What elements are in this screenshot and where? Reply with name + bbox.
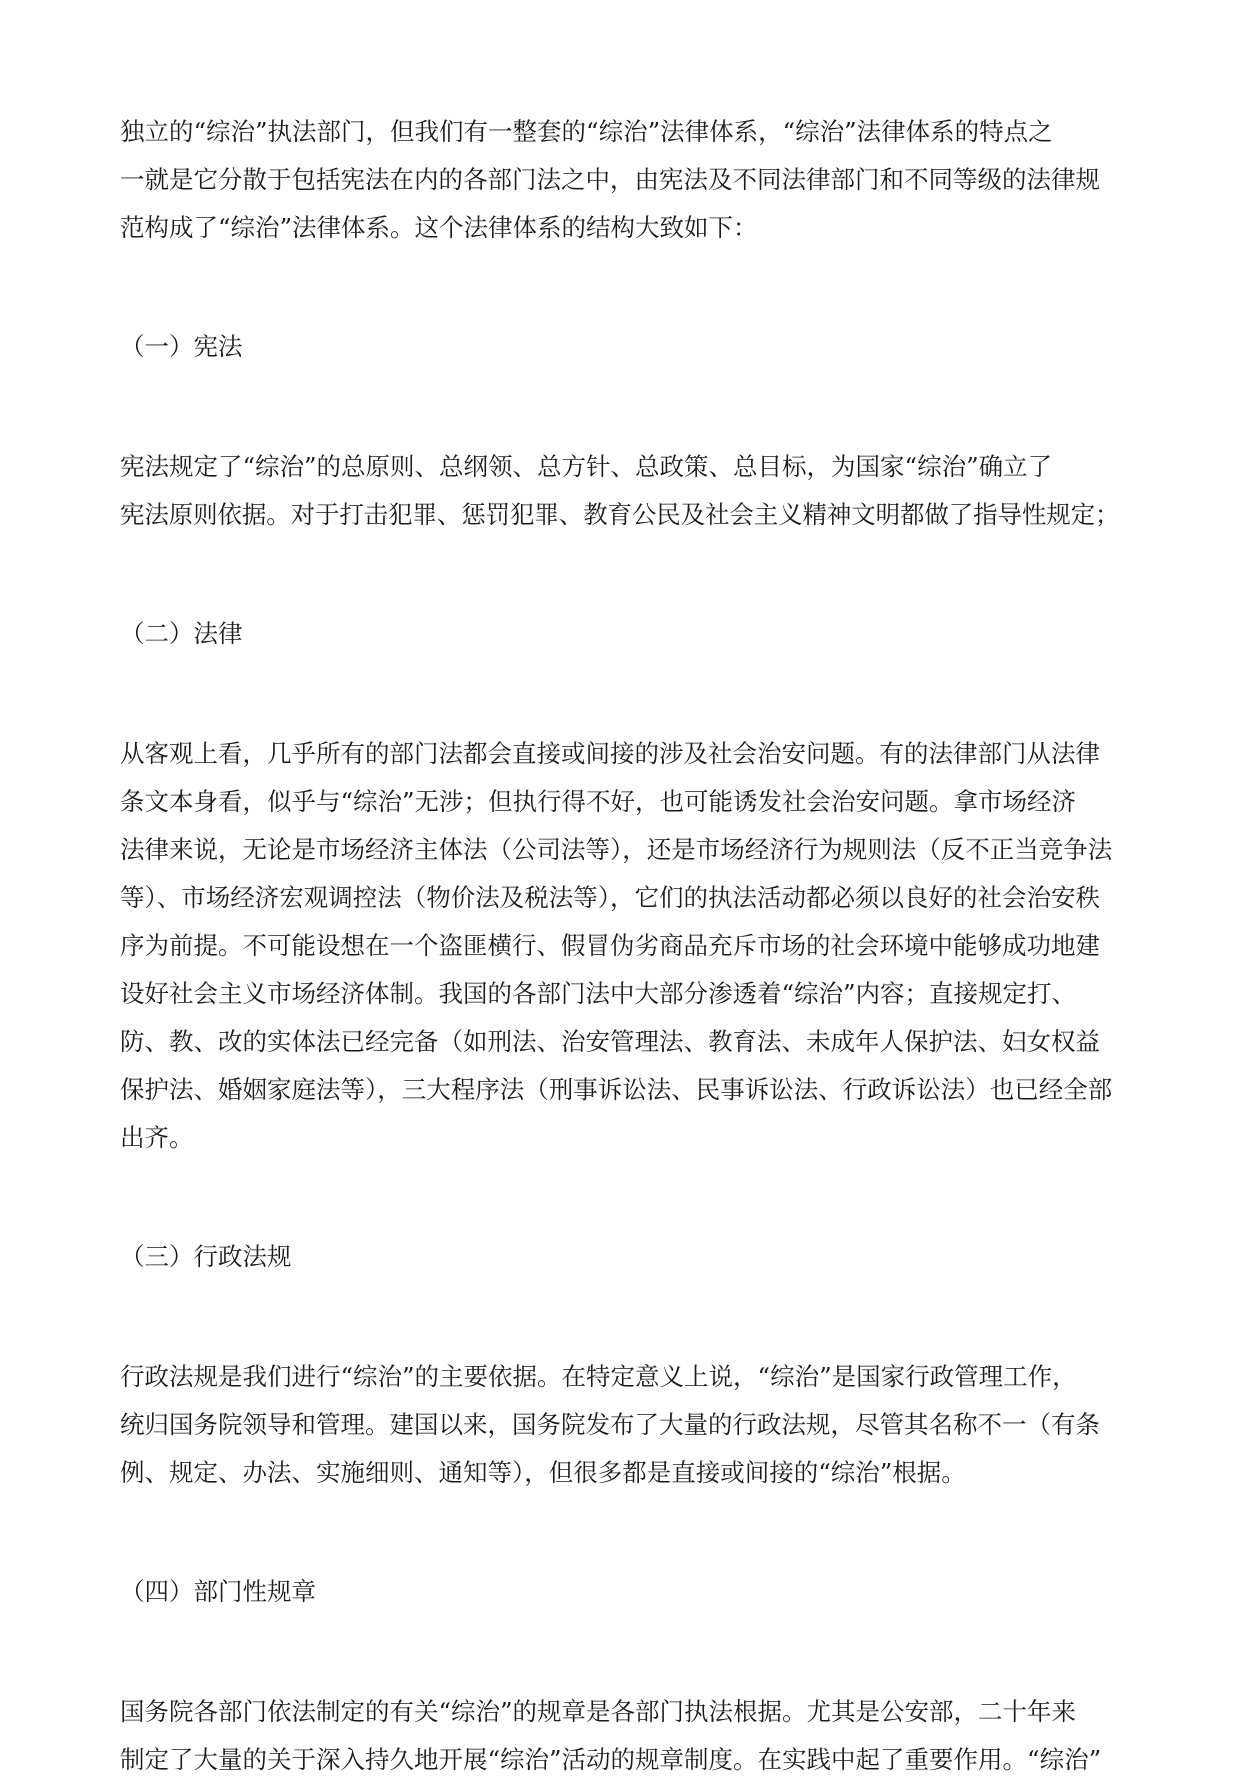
section-heading-departmental-rules: （四）部门性规章 xyxy=(120,1577,316,1606)
text-line: 行政法规是我们进行“综治”的主要依据。在特定意义上说，“综治”是国家行政管理工作， xyxy=(120,1362,1077,1391)
text-line: 宪法规定了“综治”的总原则、总纲领、总方针、总政策、总目标，为国家“综治”确立了 xyxy=(120,452,1053,481)
paragraph-departmental-rules xyxy=(120,1688,1120,1784)
section-heading-administrative-regulations: （三）行政法规 xyxy=(120,1242,292,1271)
text-line: 防、教、改的实体法已经完备（如刑法、治安管理法、教育法、未成年人保护法、妇女权益 xyxy=(120,1027,1100,1056)
paragraph-law xyxy=(120,730,1120,1162)
text-line: 范构成了“综治”法律体系。这个法律体系的结构大致如下： xyxy=(120,213,758,242)
text-line: 国务院各部门依法制定的有关“综治”的规章是各部门执法根据。尤其是公安部，二十年来 xyxy=(120,1697,1077,1726)
text-line: 一就是它分散于包括宪法在内的各部门法之中，由宪法及不同法律部门和不同等级的法律规 xyxy=(120,165,1100,194)
text-line: 独立的“综治”执法部门，但我们有一整套的“综治”法律体系，“综治”法律体系的特点之 xyxy=(120,117,1053,146)
text-line: 统归国务院领导和管理。建国以来，国务院发布了大量的行政法规，尽管其名称不一（有条 xyxy=(120,1410,1100,1439)
paragraph-constitution xyxy=(120,443,1120,539)
document-page xyxy=(120,108,1120,1784)
paragraph-intro xyxy=(120,108,1120,252)
text-line: 序为前提。不可能设想在一个盗匪横行、假冒伪劣商品充斥市场的社会环境中能够成功地建 xyxy=(120,931,1100,960)
paragraph-administrative-regulations xyxy=(120,1353,1120,1497)
text-line: 等）、市场经济宏观调控法（物价法及税法等），它们的执法活动都必须以良好的社会治安秩 xyxy=(120,883,1100,912)
text-line: 从客观上看，几乎所有的部门法都会直接或间接的涉及社会治安问题。有的法律部门从法律 xyxy=(120,739,1100,768)
text-line: 例、规定、办法、实施细则、通知等），但很多都是直接或间接的“综治”根据。 xyxy=(120,1458,966,1487)
text-line: 设好社会主义市场经济体制。我国的各部门法中大部分渗透着“综治”内容；直接规定打、 xyxy=(120,979,1077,1008)
text-line: 制定了大量的关于深入持久地开展“综治”活动的规章制度。在实践中起了重要作用。“综治” xyxy=(120,1745,1102,1774)
text-line: 出齐。 xyxy=(120,1123,194,1152)
text-line: 法律来说，无论是市场经济主体法（公司法等），还是市场经济行为规则法（反不正当竞争法 xyxy=(120,835,1113,864)
text-line: 宪法原则依据。对于打击犯罪、惩罚犯罪、教育公民及社会主义精神文明都做了指导性规定； xyxy=(120,500,1120,529)
text-line: 保护法、婚姻家庭法等），三大程序法（刑事诉讼法、民事诉讼法、行政诉讼法）也已经全部 xyxy=(120,1075,1113,1104)
section-heading-law: （二）法律 xyxy=(120,619,243,648)
text-line: 条文本身看，似乎与“综治”无涉；但执行得不好，也可能诱发社会治安问题。拿市场经济 xyxy=(120,787,1077,816)
section-heading-constitution: （一）宪法 xyxy=(120,332,243,361)
